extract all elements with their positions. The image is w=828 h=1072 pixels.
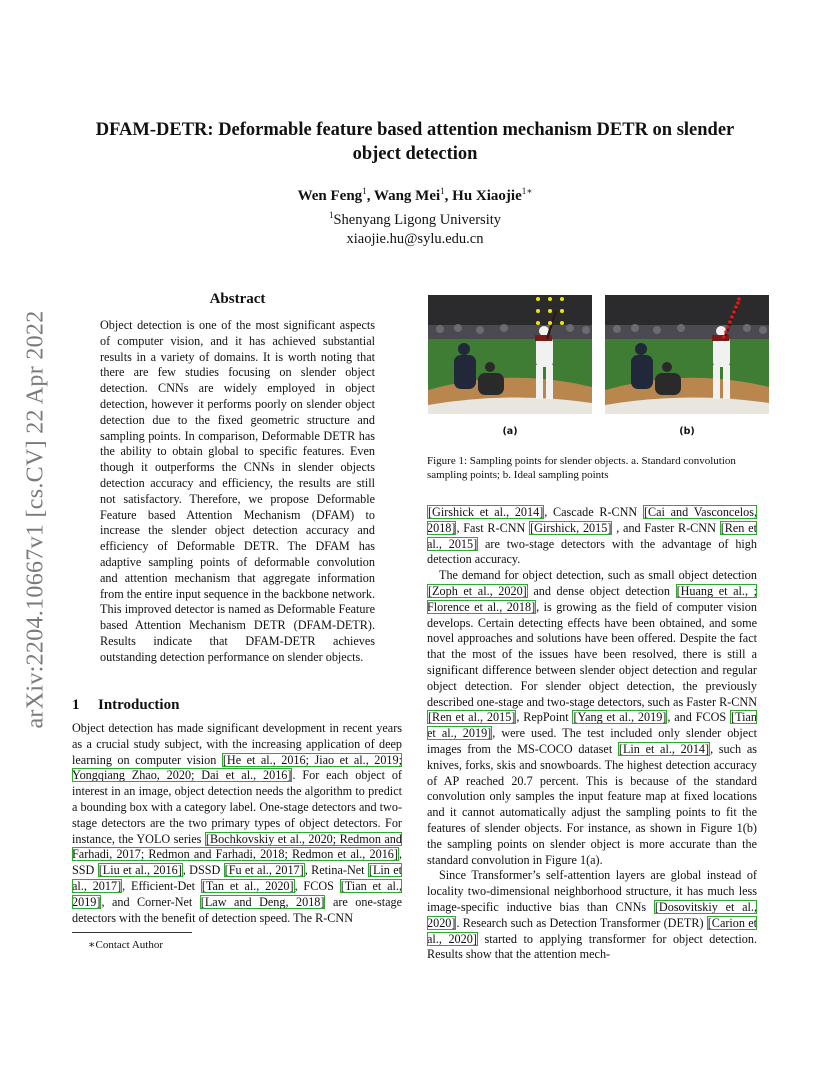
author-3-mark: 1∗ — [521, 186, 533, 196]
body-text: , FCOS — [294, 878, 340, 893]
author-3: Hu Xiaojie — [452, 188, 522, 204]
figure-1b-label: (b) — [679, 426, 695, 437]
citation-link[interactable]: [Lin et al., 2017] — [72, 863, 402, 893]
affiliation-name: Shenyang Ligong University — [333, 211, 502, 228]
citation-link[interactable]: [Carion et al., 2020] — [427, 915, 757, 946]
arxiv-identifier — [14, 282, 58, 757]
intro-paragraph-left — [72, 721, 402, 926]
arxiv-identifier-text: arXiv:2204.10667v1 [cs.CV] 22 Apr 2022 — [22, 310, 49, 729]
paragraph-two-stage — [427, 505, 757, 568]
citation-link[interactable]: [Ren et al., 2015] — [428, 710, 516, 725]
body-text: are one-stage detectors with the benefit of detection speed. The R-CNN — [72, 894, 402, 925]
body-text: . For each object of interest in an image, object detection needs the algorithm to predict a bounding box with a category label. One-stage detectors and two-stage detectors are the two primary types of object detectors. For instance, the YOLO series — [72, 768, 402, 846]
body-text: , were used. The test included only slender object images from the MS-COCO dataset — [427, 726, 757, 756]
figure-1-caption: Figure 1: Sampling points for slender objects. a. Standard convolution sampling points; b. Ideal sampling points — [427, 455, 736, 481]
citation-link[interactable]: [Tan et al., 2020] — [201, 878, 294, 893]
footnote-divider — [72, 932, 192, 933]
citation-link[interactable]: [Lin et al., 2014] — [618, 741, 710, 756]
author-1: Wen Feng — [297, 188, 363, 204]
citation-link[interactable]: [He et al., 2016; Jiao et al., 2019; Yongqiang Zhao, 2020; Dai et al., 2016] — [72, 752, 402, 783]
body-text: , and Corner-Net — [101, 894, 200, 909]
body-text: and dense object detection — [527, 583, 676, 598]
body-text: , DSSD — [182, 863, 224, 878]
body-text: , Retina-Net — [304, 863, 368, 878]
citation-link[interactable]: [Tian et al., 2019] — [427, 710, 757, 741]
section-heading — [72, 697, 402, 714]
abstract-text: Object detection is one of the most significant aspects of computer vision, and it has achieved substantial results in a variety of domains. It is worth noting that there are few studies focusing on slender object detection. CNNs are widely employed in object detection, however it performs poorly on slender object detection due to the fixed geometric structure and sampling points. In comparison, Deformable DETR has the ability to obtain global to specific features. Even though it outperforms the CNNs in slender objects detection accuracy and efficiency, the results are still not satisfactory. Therefore, we propose Deformable Feature based Attention Mechanism (DFAM) to increase the slender object detection accuracy and efficiency of Deformable DETR. The DFAM has adaptive sampling points of deformable convolution and attention mechanism that aggregate information from the entire input sequence in the backbone network. This improved detector is named as Deformable Feature based Attention Mechanism DETR (DFAM-DETR). Results indicate that DFAM-DETR achieves outstanding detection performance on slender objects. — [100, 318, 375, 664]
citation-link[interactable]: [Ren et al., 2015] — [427, 520, 757, 551]
citation-link[interactable]: [Liu et al., 2016] — [98, 863, 182, 878]
author-2: Wang Mei — [373, 188, 441, 204]
citation-link[interactable]: [Huang et al., ; Florence et al., 2018] — [427, 583, 758, 614]
citation-link[interactable]: [Tian et al., 2019] — [72, 878, 402, 909]
citation-link[interactable]: [Zoph et al., 2020] — [428, 583, 527, 598]
body-text: , and Faster R-CNN — [612, 520, 720, 535]
figure-1b-baseball-image — [605, 295, 769, 414]
author-list: Wen Feng$^1$, Wang Mei$^1$, Hu Xiaojie$^{1∗}$ — [297, 186, 533, 204]
right-column — [427, 505, 757, 963]
body-text: , SSD — [72, 847, 402, 878]
author-1-mark: 1 — [362, 186, 367, 196]
citation-link[interactable]: [Fu et al., 2017] — [224, 863, 304, 878]
body-text: , and FCOS — [667, 710, 731, 725]
abstract-heading: Abstract — [209, 291, 266, 307]
body-text: Since Transformer’s self-attention layers are global instead of locality two-dimensional neighborhood structure, it has much less image-specific inductive bias than CNNs — [427, 868, 757, 914]
paragraph-demand — [427, 568, 757, 868]
body-text: . Research such as Detection Transformer (DETR) — [456, 915, 707, 930]
citation-link[interactable]: [Dosovitskiy et al., 2020] — [427, 899, 757, 930]
paper-title: DFAM-DETR: Deformable feature based attention mechanism DETR on slender object detection — [95, 120, 735, 164]
citation-link[interactable]: [Law and Deng, 2018] — [200, 894, 325, 909]
body-text: started to applying transformer for object detection. Results show that the attention mech- — [427, 931, 757, 962]
body-text: , Cascade R-CNN — [544, 505, 643, 519]
citation-link[interactable]: [Yang et al., 2019] — [573, 710, 667, 725]
body-text: , Fast R-CNN — [456, 520, 530, 535]
citation-link[interactable]: [Girshick, 2015] — [530, 520, 612, 535]
body-text: , such as knives, forks, skis and snowboards. The highest detection accuracy of AP reached 20.7 percent. This is because of the standard convolution only samples the input feature map at fixed locations and it cannot automatically adjust the sampling points to fit the features of slender objects. For instance, as shown in Figure 1(b) the sampling points on slender object is more accurate than the standard convolution in Figure 1(a). — [427, 741, 757, 867]
affiliation-mark: 1 — [328, 210, 334, 220]
body-text: Object detection has made significant development in recent years as a crucial study subject, with the increasing application of deep learning on computer vision — [72, 721, 402, 767]
figure-1a-baseball-image — [428, 295, 592, 414]
citation-link[interactable]: [Bochkovskiy et al., 2020; Redmon and Farhadi, 2017; Redmon and Farhadi, 2018; Redmon et al., 2016] — [72, 831, 402, 862]
affiliation — [70, 210, 760, 229]
author-email: xiaojie.hu@sylu.edu.cn — [346, 231, 484, 247]
section-number: 1 — [72, 697, 80, 713]
body-text: , RepPoint — [516, 710, 573, 725]
section-title: Introduction — [98, 697, 180, 713]
author-2-mark: 1 — [440, 186, 445, 196]
body-text: are two-stage detectors with the advantage of high detection accuracy. — [427, 536, 757, 567]
figure-1a-label: (a) — [502, 426, 518, 437]
body-text: , Efficient-Det — [122, 878, 201, 893]
body-text: , is growing as the field of computer vision develops. Certain detecting effects have been obtained, and some novel approaches and solutions have been offered. Despite the fact that the most of the issues have been resolved, there is still a significant difference between slender object detection and regular object detection. For slender object detection, the previously described one-stage and two-stage detectors, such as Faster R-CNN — [427, 599, 757, 709]
footnote: ∗Contact Author — [88, 939, 163, 951]
paragraph-transformer — [427, 868, 757, 963]
body-text: The demand for object detection, such as small object detection — [439, 568, 757, 583]
citation-link[interactable]: [Cai and Vasconcelos, 2018] — [427, 505, 758, 535]
citation-link[interactable]: [Girshick et al., 2014] — [428, 505, 544, 519]
